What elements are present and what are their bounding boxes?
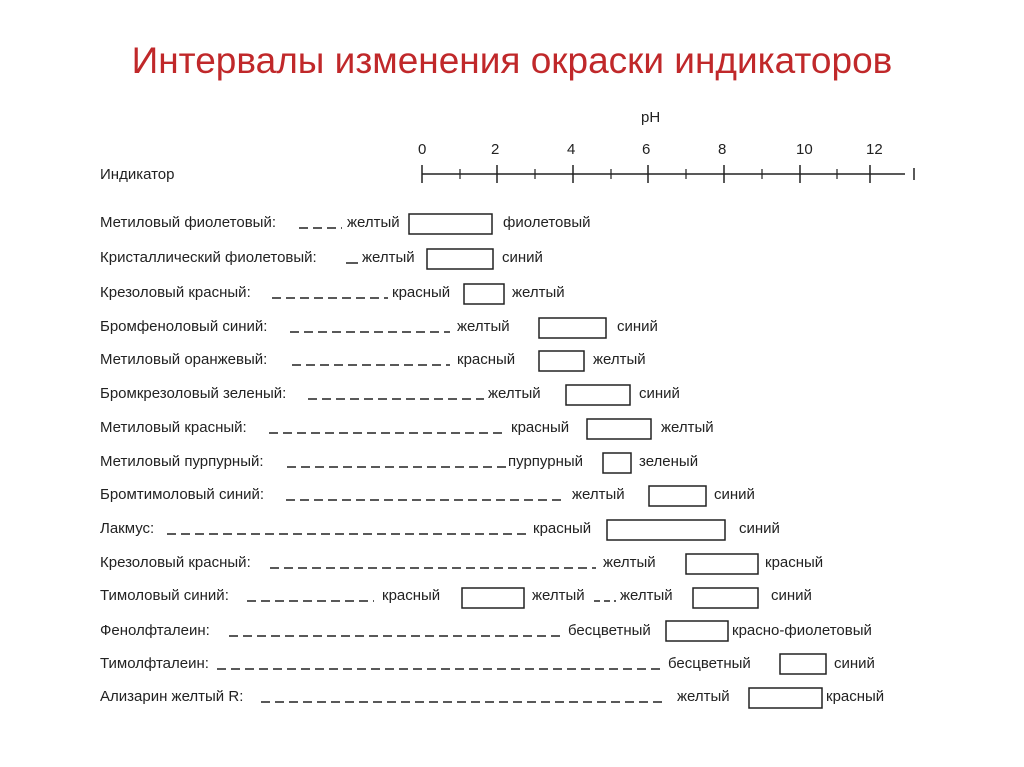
right-color: синий [639, 385, 680, 402]
transition-box [686, 554, 758, 574]
axis-tick-label: 2 [491, 141, 500, 158]
axis-title: pH [641, 109, 661, 126]
indicator-row [100, 587, 812, 608]
indicator-row [100, 214, 591, 234]
left-color: желтый [677, 688, 730, 705]
left-color: желтый [572, 486, 625, 503]
right-color: желтый [661, 419, 714, 436]
left-color: красный [533, 520, 592, 537]
indicator-name: Метиловый фиолетовый: [100, 214, 276, 231]
left-color: красный [382, 587, 441, 604]
right-color: синий [502, 249, 543, 266]
right-color: желтый [593, 351, 646, 368]
indicator-name: Крезоловый красный: [100, 284, 251, 301]
left-color: красный [511, 419, 570, 436]
indicator-row [100, 453, 698, 473]
left-color: желтый [362, 249, 415, 266]
indicator-row [100, 385, 680, 405]
indicator-name: Бромкрезоловый зеленый: [100, 385, 287, 402]
ph-axis [422, 165, 914, 183]
indicator-row [100, 688, 884, 708]
indicator-name: Лакмус: [100, 520, 155, 537]
left-color: пурпурный [508, 453, 584, 470]
right-color: синий [739, 520, 780, 537]
transition-box [464, 284, 504, 304]
mid-color: желтый [620, 587, 673, 604]
indicator-name: Бромфеноловый синий: [100, 318, 268, 335]
indicator-name: Тимоловый синий: [100, 587, 229, 604]
indicator-name: Метиловый красный: [100, 419, 247, 436]
indicator-row [100, 520, 780, 540]
indicator-row [100, 318, 658, 338]
transition-box [587, 419, 651, 439]
left-color: красный [457, 351, 516, 368]
indicator-name: Фенолфталеин: [100, 622, 210, 639]
left-color: бесцветный [668, 655, 751, 672]
right-color: красный [826, 688, 885, 705]
indicator-row [100, 621, 872, 641]
indicator-row [100, 654, 875, 674]
indicator-name: Тимолфталеин: [100, 655, 209, 672]
left-color: желтый [457, 318, 510, 335]
left-color: желтый [347, 214, 400, 231]
left-color: желтый [488, 385, 541, 402]
indicator-name: Кристаллический фиолетовый: [100, 249, 317, 266]
axis-tick-label: 8 [718, 141, 727, 158]
indicator-name: Метиловый пурпурный: [100, 453, 264, 470]
indicator-row [100, 419, 714, 439]
axis-tick-label: 4 [567, 141, 576, 158]
left-color: красный [392, 284, 451, 301]
transition-box [749, 688, 822, 708]
transition-box [693, 588, 758, 608]
indicator-name: Крезоловый красный: [100, 554, 251, 571]
transition-box [427, 249, 493, 269]
axis-tick-label: 10 [796, 141, 813, 158]
indicator-row [100, 486, 755, 506]
axis-tick-label: 12 [866, 141, 883, 158]
mid-color: желтый [532, 587, 585, 604]
right-color: фиолетовый [503, 214, 591, 231]
indicator-row [100, 284, 565, 304]
axis-tick-label: 6 [642, 141, 651, 158]
right-color: синий [714, 486, 755, 503]
transition-box [780, 654, 826, 674]
transition-box [566, 385, 630, 405]
indicator-name: Бромтимоловый синий: [100, 486, 265, 503]
indicator-row [100, 249, 543, 269]
right-color: синий [771, 587, 812, 604]
axis-tick-label: 0 [418, 141, 427, 158]
indicator-row [100, 554, 823, 574]
transition-box [666, 621, 728, 641]
indicator-header: Индикатор [100, 166, 175, 183]
transition-box [607, 520, 725, 540]
indicator-name: Ализарин желтый R: [100, 688, 244, 705]
slide-title: Интервалы изменения окраски индикаторов [131, 40, 893, 81]
left-color: бесцветный [568, 622, 651, 639]
transition-box [409, 214, 492, 234]
indicator-name: Метиловый оранжевый: [100, 351, 268, 368]
transition-box [539, 318, 606, 338]
right-color: желтый [512, 284, 565, 301]
right-color: красный [765, 554, 824, 571]
transition-box [462, 588, 524, 608]
indicator-row [100, 351, 646, 371]
right-color: зеленый [639, 453, 699, 470]
right-color: красно-фиолетовый [732, 622, 872, 639]
transition-box [539, 351, 584, 371]
right-color: синий [617, 318, 658, 335]
left-color: желтый [603, 554, 656, 571]
transition-box [649, 486, 706, 506]
right-color: синий [834, 655, 875, 672]
transition-box [603, 453, 631, 473]
